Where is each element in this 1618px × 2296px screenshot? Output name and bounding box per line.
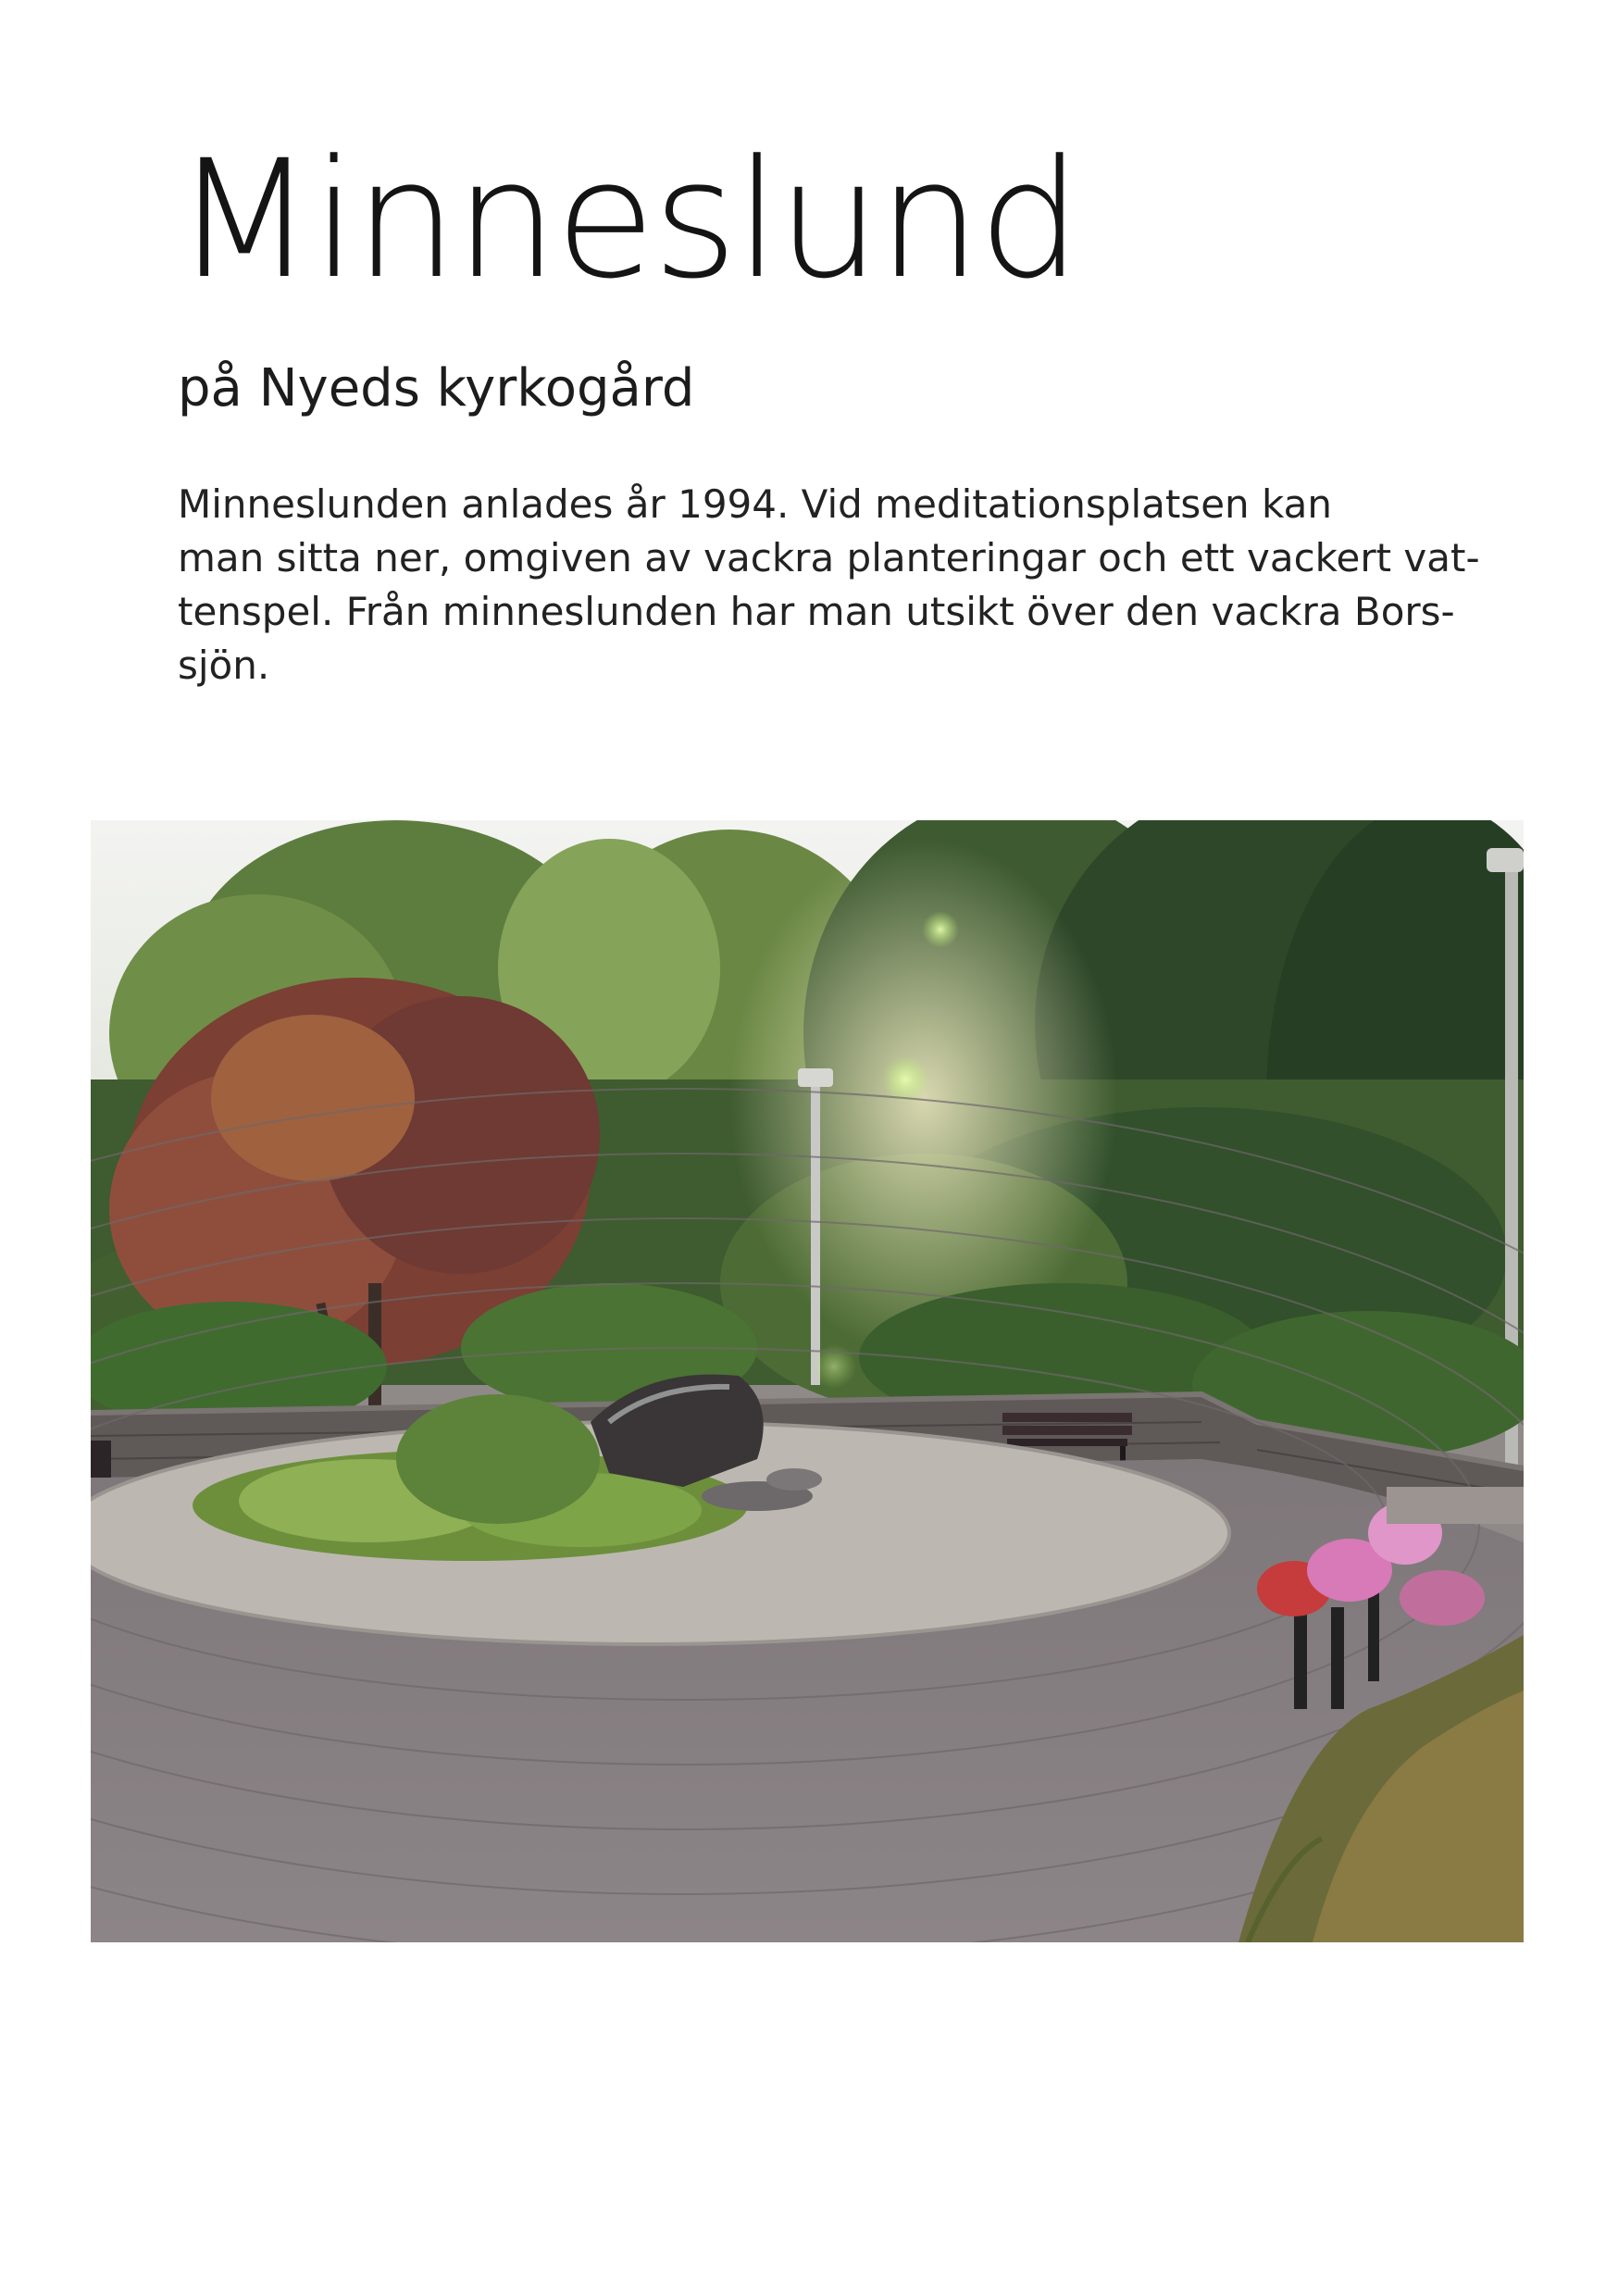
memorial-grove-photo xyxy=(91,820,1524,1942)
paragraph-line: sjön. xyxy=(178,643,270,688)
intro-paragraph xyxy=(178,478,1480,693)
page-subtitle: på Nyeds kyrkogård xyxy=(178,358,695,418)
paragraph-line: man sitta ner, omgiven av vackra planteringar och ett vackert vat- xyxy=(178,535,1480,580)
page-title: Minneslund xyxy=(174,125,1079,315)
paragraph-line: Minneslunden anlades år 1994. Vid meditationsplatsen kan xyxy=(178,481,1332,527)
paragraph-line: tenspel. Från minneslunden har man utsikt över den vackra Bors- xyxy=(178,589,1455,634)
